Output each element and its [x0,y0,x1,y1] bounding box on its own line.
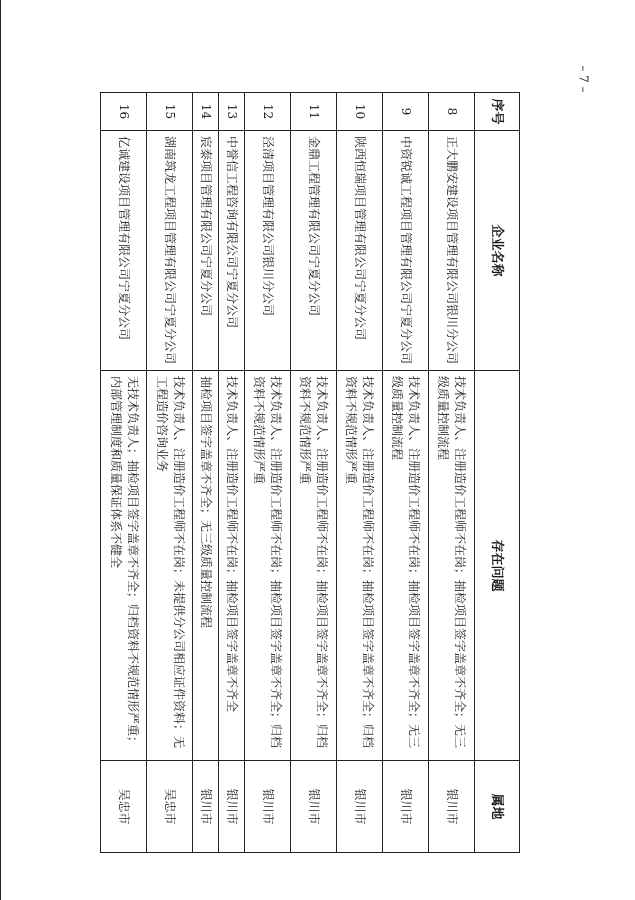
row-issue: 技术负责人、注册造价工程师不在岗；抽检项目签字盖章不齐全；无三级质量控制流程 [429,371,475,761]
table-row [291,93,337,853]
row-issue: 抽检项目签字盖章不齐全；无三级质量控制流程 [193,371,219,761]
row-index: 13 [219,93,245,131]
table-row [245,93,291,853]
row-region: 银川市 [219,761,245,853]
row-company: 陕西恒瑞项目管理有限公司宁夏分公司 [337,131,383,371]
row-issue: 技术负责人、注册造价工程师不在岗；抽检项目签字盖章不齐全；归档资料不规范情形严重 [337,371,383,761]
row-index: 8 [429,93,475,131]
row-index: 9 [383,93,429,131]
table-header-row [475,93,520,853]
row-index: 12 [245,93,291,131]
row-company: 宸泰项目管理有限公司宁夏分公司 [193,131,219,371]
row-company: 中誉信工程咨询有限公司宁夏分公司 [219,131,245,371]
rotated-table-container [100,92,520,852]
row-company: 泾清项目管理有限公司银川分公司 [245,131,291,371]
table-row [193,93,219,853]
row-issue: 无技术负责人；抽检项目签字盖章不齐全；归档资料不规范情形严重；内部管理制度和质量保证体系不健全 [101,371,147,761]
inspection-results-table [100,92,520,853]
header-company: 企业名称 [475,131,520,371]
row-index: 10 [337,93,383,131]
row-region: 银川市 [291,761,337,853]
row-company: 湖南筑龙工程项目管理有限公司宁夏分公司 [147,131,193,371]
table-row [337,93,383,853]
table-row [383,93,429,853]
row-region: 银川市 [429,761,475,853]
row-issue: 技术负责人、注册造价工程师不在岗；抽检项目签字盖章不齐全 [219,371,245,761]
row-issue: 技术负责人、注册造价工程师不在岗；抽检项目签字盖章不齐全；归档资料不规范情形严重 [245,371,291,761]
row-region: 银川市 [383,761,429,853]
row-index: 11 [291,93,337,131]
page-number: – 7 – [576,65,591,93]
header-index: 序号 [475,93,520,131]
row-region: 吴忠市 [101,761,147,853]
row-index: 15 [147,93,193,131]
row-issue: 技术负责人、注册造价工程师不在岗；抽检项目签字盖章不齐全；归档资料不规范情形严重 [291,371,337,761]
row-issue: 技术负责人、注册造价工程师不在岗；未提供分公司相应证件资料；无工程造价咨询业务 [147,371,193,761]
row-region: 银川市 [193,761,219,853]
row-region: 吴忠市 [147,761,193,853]
row-company: 正大鹏安建设项目管理有限公司银川分公司 [429,131,475,371]
row-index: 16 [101,93,147,131]
row-company: 亿诚建设项目管理有限公司宁夏分公司 [101,131,147,371]
row-issue: 技术负责人、注册造价工程师不在岗；抽检项目签字盖章不齐全；无三级质量控制流程 [383,371,429,761]
header-region: 属地 [475,761,520,853]
table-row [147,93,193,853]
row-region: 银川市 [337,761,383,853]
table-row [219,93,245,853]
row-region: 银川市 [245,761,291,853]
row-index: 14 [193,93,219,131]
table-row [101,93,147,853]
row-company: 金鼎工程管理有限公司宁夏分公司 [291,131,337,371]
row-company: 中资锐诚工程项目管理有限公司宁夏分公司 [383,131,429,371]
page-left-border [0,0,1,900]
table-row [429,93,475,853]
header-issue: 存在问题 [475,371,520,761]
